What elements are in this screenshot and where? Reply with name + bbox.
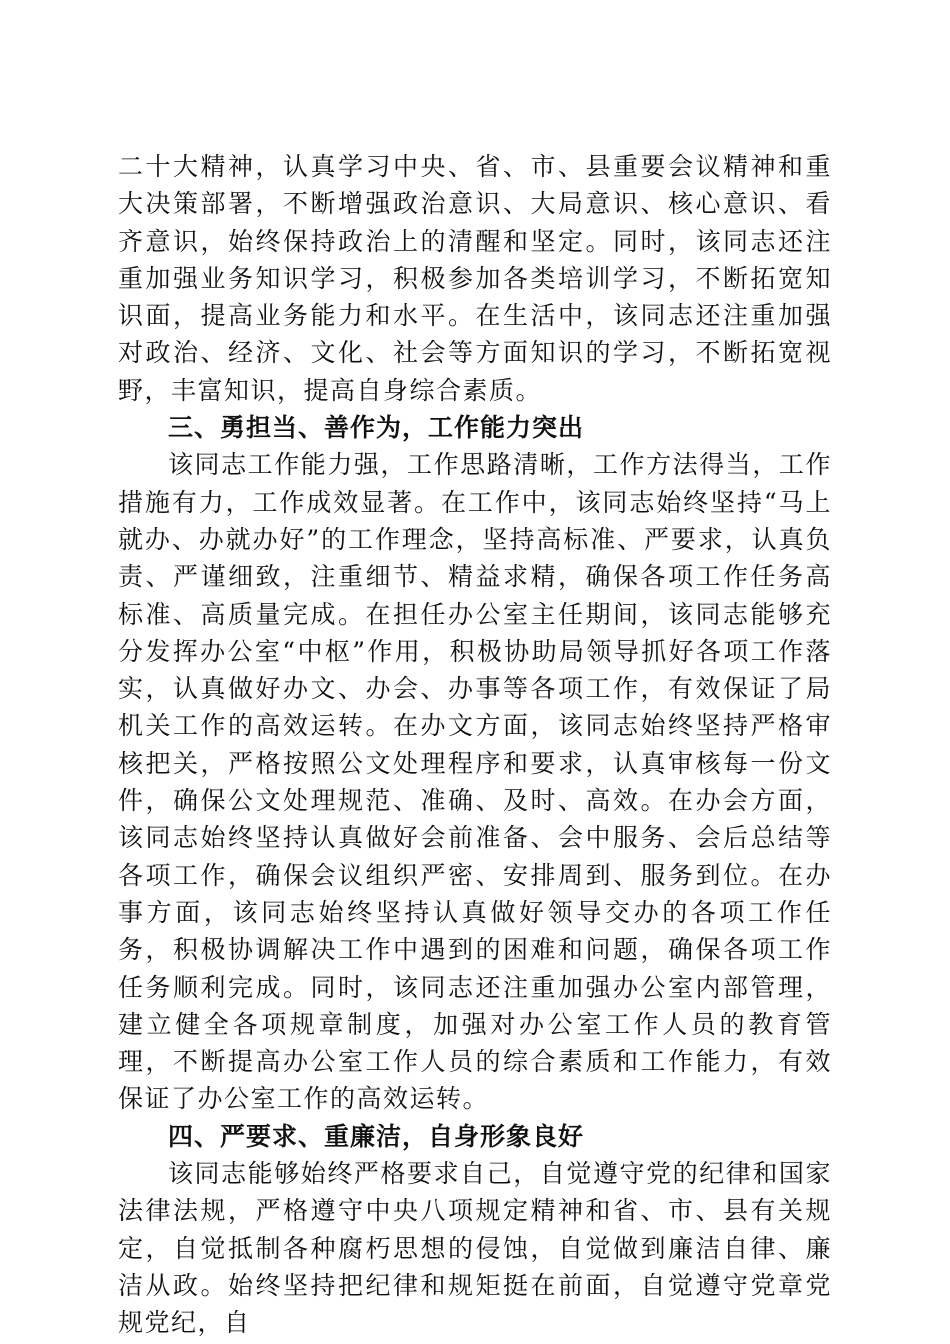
body-paragraph-continued: 二十大精神，认真学习中央、省、市、县重要会议精神和重大决策部署，不断增强政治意识、大局意识、核心意识、看齐意识，始终保持政治上的清醒和坚定。同时，该同志还注重加强业务知识学习，积极参加各类培训学习，不断拓宽知识面，提高业务能力和水平。在生活中，该同志还注重加强对政治、经济、文化、社会等方面知识的学习，不断拓宽视野，丰富知识，提高自身综合素质。 (118, 152, 832, 405)
document-page (118, 148, 832, 1342)
body-paragraph-section-3: 该同志工作能力强，工作思路清晰，工作方法得当，工作措施有力，工作成效显著。在工作中，该同志始终坚持“马上就办、办就办好”的工作理念，坚持高标准、严要求，认真负责、严谨细致，注重细节、精益求精，确保各项工作任务高标准、高质量完成。在担任办公室主任期间，该同志能够充分发挥办公室“中枢”作用，积极协助局领导抓好各项工作落实，认真做好办文、办会、办事等各项工作，有效保证了局机关工作的高效运转。在办文方面，该同志始终坚持严格审核把关，严格按照公文处理程序和要求，认真审核每一份文件，确保公文处理规范、准确、及时、高效。在办会方面，该同志始终坚持认真做好会前准备、会中服务、会后总结等各项工作，确保会议组织严密、安排周到、服务到位。在办事方面，该同志始终坚持认真做好领导交办的各项工作任务，积极协调解决工作中遇到的困难和问题，确保各项工作任务顺利完成。同时，该同志还注重加强办公室内部管理，建立健全各项规章制度，加强对办公室工作人员的教育管理，不断提高办公室工作人员的综合素质和工作能力，有效保证了办公室工作的高效运转。 (118, 450, 832, 1114)
body-paragraph-section-4: 该同志能够始终严格要求自己，自觉遵守党的纪律和国家法律法规，严格遵守中央八项规定精神和省、市、县有关规定，自觉抵制各种腐朽思想的侵蚀，自觉做到廉洁自律、廉洁从政。始终坚持把纪律和规矩挺在前面，自觉遵守党章党规党纪，自 (118, 1159, 832, 1338)
section-heading-3: 三、勇担当、善作为，工作能力突出 (168, 413, 585, 443)
section-heading-4: 四、严要求、重廉洁，自身形象良好 (168, 1121, 585, 1151)
